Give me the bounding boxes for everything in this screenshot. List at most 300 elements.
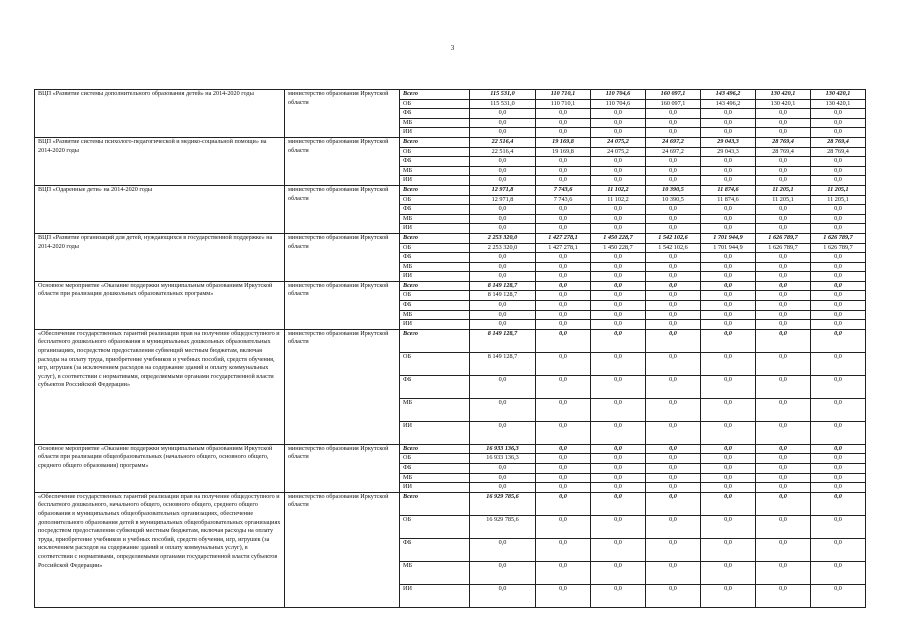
amount-cell: 0,0 <box>470 118 536 128</box>
amount-cell: 1 626 789,7 <box>811 243 866 253</box>
table-row <box>35 492 866 515</box>
amount-cell: 0,0 <box>591 291 646 301</box>
amount-cell: 0,0 <box>536 464 591 474</box>
measure-description: ВЦП «Развитие системы психолого-педагогической и медико-социальной помощи» на 2014-2020 годы <box>35 137 285 185</box>
amount-cell: 0,0 <box>756 329 811 352</box>
amount-cell: 0,0 <box>591 473 646 483</box>
amount-cell: 0,0 <box>811 444 866 454</box>
amount-cell: 7 743,6 <box>536 195 591 205</box>
amount-cell: 0,0 <box>536 214 591 224</box>
amount-cell: 1 626 789,7 <box>811 233 866 243</box>
funding-source: ОБ <box>400 291 470 301</box>
amount-cell: 0,0 <box>756 301 811 311</box>
amount-cell: 0,0 <box>646 515 701 538</box>
amount-cell: 0,0 <box>811 109 866 119</box>
amount-cell: 0,0 <box>470 320 536 330</box>
table-row <box>35 137 866 147</box>
table-row <box>35 444 866 454</box>
amount-cell: 0,0 <box>536 262 591 272</box>
funding-source: МБ <box>400 214 470 224</box>
amount-cell: 0,0 <box>536 492 591 515</box>
amount-cell: 0,0 <box>646 214 701 224</box>
amount-cell: 0,0 <box>536 584 591 607</box>
amount-cell: 0,0 <box>756 310 811 320</box>
amount-cell: 0,0 <box>470 421 536 444</box>
amount-cell: 0,0 <box>756 157 811 167</box>
amount-cell: 0,0 <box>536 444 591 454</box>
amount-cell: 0,0 <box>591 128 646 138</box>
amount-cell: 11 874,6 <box>701 185 756 195</box>
table-row <box>35 185 866 195</box>
funding-source: ОБ <box>400 243 470 253</box>
amount-cell: 0,0 <box>470 538 536 561</box>
amount-cell: 0,0 <box>811 166 866 176</box>
amount-cell: 0,0 <box>591 301 646 311</box>
amount-cell: 0,0 <box>536 515 591 538</box>
amount-cell: 28 769,4 <box>811 137 866 147</box>
amount-cell: 10 390,5 <box>646 185 701 195</box>
amount-cell: 0,0 <box>811 214 866 224</box>
amount-cell: 0,0 <box>811 118 866 128</box>
amount-cell: 0,0 <box>591 157 646 167</box>
funding-source: МБ <box>400 118 470 128</box>
amount-cell: 0,0 <box>811 464 866 474</box>
amount-cell: 0,0 <box>591 262 646 272</box>
amount-cell: 0,0 <box>701 118 756 128</box>
amount-cell: 16 933 136,3 <box>470 444 536 454</box>
amount-cell: 22 516,4 <box>470 137 536 147</box>
amount-cell: 0,0 <box>591 421 646 444</box>
amount-cell: 0,0 <box>701 281 756 291</box>
funding-source: ИИ <box>400 224 470 234</box>
page-number: 3 <box>450 44 455 52</box>
funding-source: ОБ <box>400 454 470 464</box>
amount-cell: 0,0 <box>646 166 701 176</box>
amount-cell: 0,0 <box>646 109 701 119</box>
amount-cell: 0,0 <box>756 444 811 454</box>
amount-cell: 0,0 <box>536 320 591 330</box>
amount-cell: 0,0 <box>470 109 536 119</box>
amount-cell: 0,0 <box>646 538 701 561</box>
amount-cell: 0,0 <box>536 375 591 398</box>
amount-cell: 0,0 <box>646 310 701 320</box>
amount-cell: 0,0 <box>701 454 756 464</box>
amount-cell: 16 929 785,6 <box>470 515 536 538</box>
amount-cell: 0,0 <box>470 166 536 176</box>
amount-cell: 0,0 <box>701 444 756 454</box>
funding-source: ФБ <box>400 253 470 263</box>
amount-cell: 0,0 <box>646 253 701 263</box>
table-row <box>35 281 866 291</box>
amount-cell: 0,0 <box>470 128 536 138</box>
measure-description: Основное мероприятие «Оказание поддержки муниципальным образованиям Иркутской области при реализации дошкольных образовательных программ» <box>35 281 285 329</box>
amount-cell: 0,0 <box>701 538 756 561</box>
funding-source: ФБ <box>400 375 470 398</box>
amount-cell: 2 253 320,0 <box>470 243 536 253</box>
amount-cell: 0,0 <box>470 561 536 584</box>
amount-cell: 0,0 <box>811 584 866 607</box>
amount-cell: 0,0 <box>536 272 591 282</box>
amount-cell: 0,0 <box>646 444 701 454</box>
amount-cell: 130 420,1 <box>756 99 811 109</box>
amount-cell: 0,0 <box>756 128 811 138</box>
amount-cell: 0,0 <box>470 464 536 474</box>
amount-cell: 0,0 <box>756 166 811 176</box>
amount-cell: 0,0 <box>536 291 591 301</box>
amount-cell: 11 205,1 <box>811 185 866 195</box>
responsible-executor: министерство образования Иркутской области <box>285 233 400 281</box>
amount-cell: 11 102,2 <box>591 185 646 195</box>
amount-cell: 0,0 <box>756 253 811 263</box>
amount-cell: 0,0 <box>646 454 701 464</box>
amount-cell: 0,0 <box>536 310 591 320</box>
amount-cell: 11 874,6 <box>701 195 756 205</box>
amount-cell: 0,0 <box>646 561 701 584</box>
amount-cell: 0,0 <box>811 128 866 138</box>
amount-cell: 0,0 <box>536 118 591 128</box>
table-row <box>35 233 866 243</box>
amount-cell: 0,0 <box>811 224 866 234</box>
amount-cell: 11 205,1 <box>811 195 866 205</box>
responsible-executor: министерство образования Иркутской области <box>285 137 400 185</box>
amount-cell: 0,0 <box>811 454 866 464</box>
amount-cell: 0,0 <box>811 483 866 493</box>
amount-cell: 0,0 <box>646 492 701 515</box>
amount-cell: 0,0 <box>536 352 591 375</box>
amount-cell: 0,0 <box>646 176 701 186</box>
amount-cell: 0,0 <box>756 492 811 515</box>
amount-cell: 0,0 <box>756 291 811 301</box>
funding-source: ИИ <box>400 584 470 607</box>
funding-source: ФБ <box>400 538 470 561</box>
amount-cell: 0,0 <box>536 454 591 464</box>
funding-source: Всего <box>400 329 470 352</box>
amount-cell: 0,0 <box>646 398 701 421</box>
amount-cell: 0,0 <box>701 320 756 330</box>
amount-cell: 1 427 278,1 <box>536 233 591 243</box>
amount-cell: 0,0 <box>756 375 811 398</box>
amount-cell: 22 516,4 <box>470 147 536 157</box>
funding-source: ИИ <box>400 272 470 282</box>
funding-source: ФБ <box>400 109 470 119</box>
amount-cell: 0,0 <box>811 157 866 167</box>
amount-cell: 0,0 <box>646 421 701 444</box>
amount-cell: 0,0 <box>591 444 646 454</box>
amount-cell: 0,0 <box>591 118 646 128</box>
table-row <box>35 90 866 100</box>
amount-cell: 0,0 <box>756 464 811 474</box>
amount-cell: 8 149 128,7 <box>470 352 536 375</box>
funding-source: ИИ <box>400 483 470 493</box>
amount-cell: 0,0 <box>470 157 536 167</box>
amount-cell: 0,0 <box>536 166 591 176</box>
amount-cell: 0,0 <box>646 584 701 607</box>
measure-description: ВЦП «Развитие организаций для детей, нуждающихся в государственной поддержке» на 2014-2020 годы <box>35 233 285 281</box>
amount-cell: 0,0 <box>756 272 811 282</box>
funding-source: ИИ <box>400 128 470 138</box>
responsible-executor: министерство образования Иркутской области <box>285 329 400 444</box>
amount-cell: 0,0 <box>756 118 811 128</box>
amount-cell: 2 253 320,0 <box>470 233 536 243</box>
amount-cell: 0,0 <box>701 262 756 272</box>
amount-cell: 0,0 <box>536 421 591 444</box>
amount-cell: 0,0 <box>811 473 866 483</box>
amount-cell: 0,0 <box>470 205 536 215</box>
amount-cell: 0,0 <box>591 398 646 421</box>
amount-cell: 0,0 <box>591 253 646 263</box>
amount-cell: 0,0 <box>701 375 756 398</box>
amount-cell: 0,0 <box>536 253 591 263</box>
amount-cell: 0,0 <box>591 224 646 234</box>
amount-cell: 0,0 <box>811 398 866 421</box>
amount-cell: 8 149 128,7 <box>470 329 536 352</box>
amount-cell: 24 075,2 <box>591 137 646 147</box>
funding-source: Всего <box>400 137 470 147</box>
funding-source: МБ <box>400 310 470 320</box>
amount-cell: 8 149 128,7 <box>470 291 536 301</box>
amount-cell: 0,0 <box>646 272 701 282</box>
funding-source: ФБ <box>400 301 470 311</box>
amount-cell: 0,0 <box>701 166 756 176</box>
amount-cell: 0,0 <box>470 473 536 483</box>
amount-cell: 0,0 <box>701 515 756 538</box>
amount-cell: 0,0 <box>536 561 591 584</box>
amount-cell: 130 420,1 <box>756 90 811 100</box>
funding-source: МБ <box>400 166 470 176</box>
amount-cell: 0,0 <box>756 483 811 493</box>
amount-cell: 0,0 <box>536 176 591 186</box>
funding-source: ИИ <box>400 320 470 330</box>
amount-cell: 160 097,1 <box>646 99 701 109</box>
amount-cell: 7 743,6 <box>536 185 591 195</box>
amount-cell: 0,0 <box>591 205 646 215</box>
funding-source: МБ <box>400 398 470 421</box>
amount-cell: 0,0 <box>591 166 646 176</box>
amount-cell: 0,0 <box>756 109 811 119</box>
funding-source: ИИ <box>400 421 470 444</box>
amount-cell: 143 496,2 <box>701 90 756 100</box>
amount-cell: 24 697,2 <box>646 147 701 157</box>
amount-cell: 0,0 <box>591 310 646 320</box>
funding-source: ИИ <box>400 176 470 186</box>
amount-cell: 0,0 <box>701 492 756 515</box>
amount-cell: 0,0 <box>701 329 756 352</box>
amount-cell: 0,0 <box>646 291 701 301</box>
amount-cell: 0,0 <box>470 176 536 186</box>
amount-cell: 0,0 <box>811 538 866 561</box>
amount-cell: 0,0 <box>811 375 866 398</box>
funding-source: Всего <box>400 90 470 100</box>
funding-source: ФБ <box>400 157 470 167</box>
amount-cell: 0,0 <box>536 473 591 483</box>
measure-description: «Обеспечение государственных гарантий реализации прав на получение общедоступного и бесплатного дошкольного образования в муниципальных дошкольных образовательных организациях, посредством предоставления субвенций местным бюджетам, включая расходы на оплату труда, приобретение учебников и учебных пособий, средств обучения, игр, игрушек (за исключением расходов на содержание зданий и оплату коммунальных услуг), в соответствии с нормативами, определяемыми органами государственной власти субъектов Российской Федерации» <box>35 329 285 444</box>
amount-cell: 0,0 <box>470 224 536 234</box>
amount-cell: 28 769,4 <box>756 147 811 157</box>
amount-cell: 0,0 <box>591 352 646 375</box>
funding-source: Всего <box>400 185 470 195</box>
funding-source: МБ <box>400 262 470 272</box>
amount-cell: 0,0 <box>701 272 756 282</box>
amount-cell: 0,0 <box>470 214 536 224</box>
amount-cell: 0,0 <box>470 310 536 320</box>
amount-cell: 0,0 <box>701 301 756 311</box>
amount-cell: 0,0 <box>756 421 811 444</box>
amount-cell: 11 205,1 <box>756 185 811 195</box>
amount-cell: 0,0 <box>646 281 701 291</box>
amount-cell: 0,0 <box>646 320 701 330</box>
amount-cell: 0,0 <box>811 515 866 538</box>
responsible-executor: министерство образования Иркутской области <box>285 90 400 138</box>
amount-cell: 0,0 <box>591 375 646 398</box>
amount-cell: 19 169,8 <box>536 137 591 147</box>
amount-cell: 24 075,2 <box>591 147 646 157</box>
amount-cell: 0,0 <box>756 320 811 330</box>
amount-cell: 0,0 <box>536 109 591 119</box>
amount-cell: 0,0 <box>811 310 866 320</box>
amount-cell: 0,0 <box>701 352 756 375</box>
amount-cell: 0,0 <box>646 464 701 474</box>
amount-cell: 0,0 <box>701 157 756 167</box>
table-row <box>35 329 866 352</box>
amount-cell: 0,0 <box>646 224 701 234</box>
amount-cell: 0,0 <box>756 214 811 224</box>
funding-source: Всего <box>400 233 470 243</box>
amount-cell: 0,0 <box>756 561 811 584</box>
amount-cell: 0,0 <box>470 483 536 493</box>
amount-cell: 0,0 <box>756 224 811 234</box>
amount-cell: 11 205,1 <box>756 195 811 205</box>
funding-source: ФБ <box>400 464 470 474</box>
amount-cell: 10 390,5 <box>646 195 701 205</box>
amount-cell: 0,0 <box>646 375 701 398</box>
amount-cell: 0,0 <box>811 320 866 330</box>
amount-cell: 0,0 <box>591 464 646 474</box>
amount-cell: 0,0 <box>646 118 701 128</box>
amount-cell: 0,0 <box>811 205 866 215</box>
amount-cell: 1 701 944,9 <box>701 233 756 243</box>
amount-cell: 1 626 789,7 <box>756 243 811 253</box>
amount-cell: 1 450 228,7 <box>591 233 646 243</box>
amount-cell: 0,0 <box>811 291 866 301</box>
amount-cell: 0,0 <box>701 483 756 493</box>
amount-cell: 0,0 <box>756 398 811 421</box>
amount-cell: 28 769,4 <box>811 147 866 157</box>
amount-cell: 0,0 <box>591 515 646 538</box>
amount-cell: 0,0 <box>756 584 811 607</box>
amount-cell: 0,0 <box>646 157 701 167</box>
amount-cell: 115 531,0 <box>470 99 536 109</box>
amount-cell: 0,0 <box>701 291 756 301</box>
amount-cell: 0,0 <box>701 214 756 224</box>
funding-source: ФБ <box>400 205 470 215</box>
amount-cell: 0,0 <box>646 205 701 215</box>
amount-cell: 0,0 <box>591 281 646 291</box>
amount-cell: 0,0 <box>811 281 866 291</box>
amount-cell: 0,0 <box>536 281 591 291</box>
amount-cell: 0,0 <box>811 329 866 352</box>
amount-cell: 0,0 <box>811 176 866 186</box>
amount-cell: 0,0 <box>470 301 536 311</box>
responsible-executor: министерство образования Иркутской области <box>285 492 400 607</box>
funding-source: МБ <box>400 473 470 483</box>
amount-cell: 0,0 <box>470 375 536 398</box>
amount-cell: 0,0 <box>811 262 866 272</box>
amount-cell: 0,0 <box>536 329 591 352</box>
amount-cell: 1 427 278,1 <box>536 243 591 253</box>
amount-cell: 0,0 <box>756 538 811 561</box>
amount-cell: 0,0 <box>701 421 756 444</box>
amount-cell: 143 496,2 <box>701 99 756 109</box>
amount-cell: 0,0 <box>536 128 591 138</box>
amount-cell: 115 531,0 <box>470 90 536 100</box>
amount-cell: 16 933 136,3 <box>470 454 536 464</box>
amount-cell: 0,0 <box>701 128 756 138</box>
amount-cell: 16 929 785,6 <box>470 492 536 515</box>
amount-cell: 0,0 <box>470 584 536 607</box>
amount-cell: 0,0 <box>701 464 756 474</box>
amount-cell: 24 697,2 <box>646 137 701 147</box>
funding-table <box>34 89 866 608</box>
amount-cell: 29 043,3 <box>701 147 756 157</box>
amount-cell: 0,0 <box>811 421 866 444</box>
amount-cell: 1 626 789,7 <box>756 233 811 243</box>
amount-cell: 0,0 <box>470 253 536 263</box>
amount-cell: 0,0 <box>756 473 811 483</box>
funding-source: ОБ <box>400 195 470 205</box>
funding-source: Всего <box>400 492 470 515</box>
amount-cell: 0,0 <box>811 253 866 263</box>
amount-cell: 0,0 <box>536 538 591 561</box>
amount-cell: 0,0 <box>591 214 646 224</box>
funding-source: ОБ <box>400 99 470 109</box>
amount-cell: 12 971,8 <box>470 195 536 205</box>
amount-cell: 0,0 <box>701 473 756 483</box>
amount-cell: 0,0 <box>756 515 811 538</box>
responsible-executor: министерство образования Иркутской области <box>285 281 400 329</box>
amount-cell: 0,0 <box>591 329 646 352</box>
amount-cell: 110 710,1 <box>536 99 591 109</box>
amount-cell: 0,0 <box>536 483 591 493</box>
amount-cell: 0,0 <box>470 262 536 272</box>
amount-cell: 130 420,1 <box>811 90 866 100</box>
amount-cell: 0,0 <box>811 561 866 584</box>
amount-cell: 0,0 <box>646 128 701 138</box>
amount-cell: 0,0 <box>536 224 591 234</box>
funding-source: Всего <box>400 281 470 291</box>
amount-cell: 0,0 <box>470 272 536 282</box>
amount-cell: 0,0 <box>701 398 756 421</box>
amount-cell: 0,0 <box>536 301 591 311</box>
amount-cell: 8 149 128,7 <box>470 281 536 291</box>
amount-cell: 1 450 228,7 <box>591 243 646 253</box>
amount-cell: 0,0 <box>591 584 646 607</box>
amount-cell: 110 704,6 <box>591 99 646 109</box>
amount-cell: 0,0 <box>756 205 811 215</box>
amount-cell: 0,0 <box>701 561 756 584</box>
amount-cell: 0,0 <box>646 473 701 483</box>
amount-cell: 0,0 <box>701 109 756 119</box>
amount-cell: 1 542 102,6 <box>646 243 701 253</box>
amount-cell: 12 971,8 <box>470 185 536 195</box>
amount-cell: 0,0 <box>811 352 866 375</box>
amount-cell: 0,0 <box>756 454 811 464</box>
amount-cell: 0,0 <box>591 538 646 561</box>
funding-source: ОБ <box>400 352 470 375</box>
amount-cell: 0,0 <box>591 454 646 464</box>
amount-cell: 29 043,3 <box>701 137 756 147</box>
amount-cell: 19 169,8 <box>536 147 591 157</box>
amount-cell: 0,0 <box>470 398 536 421</box>
